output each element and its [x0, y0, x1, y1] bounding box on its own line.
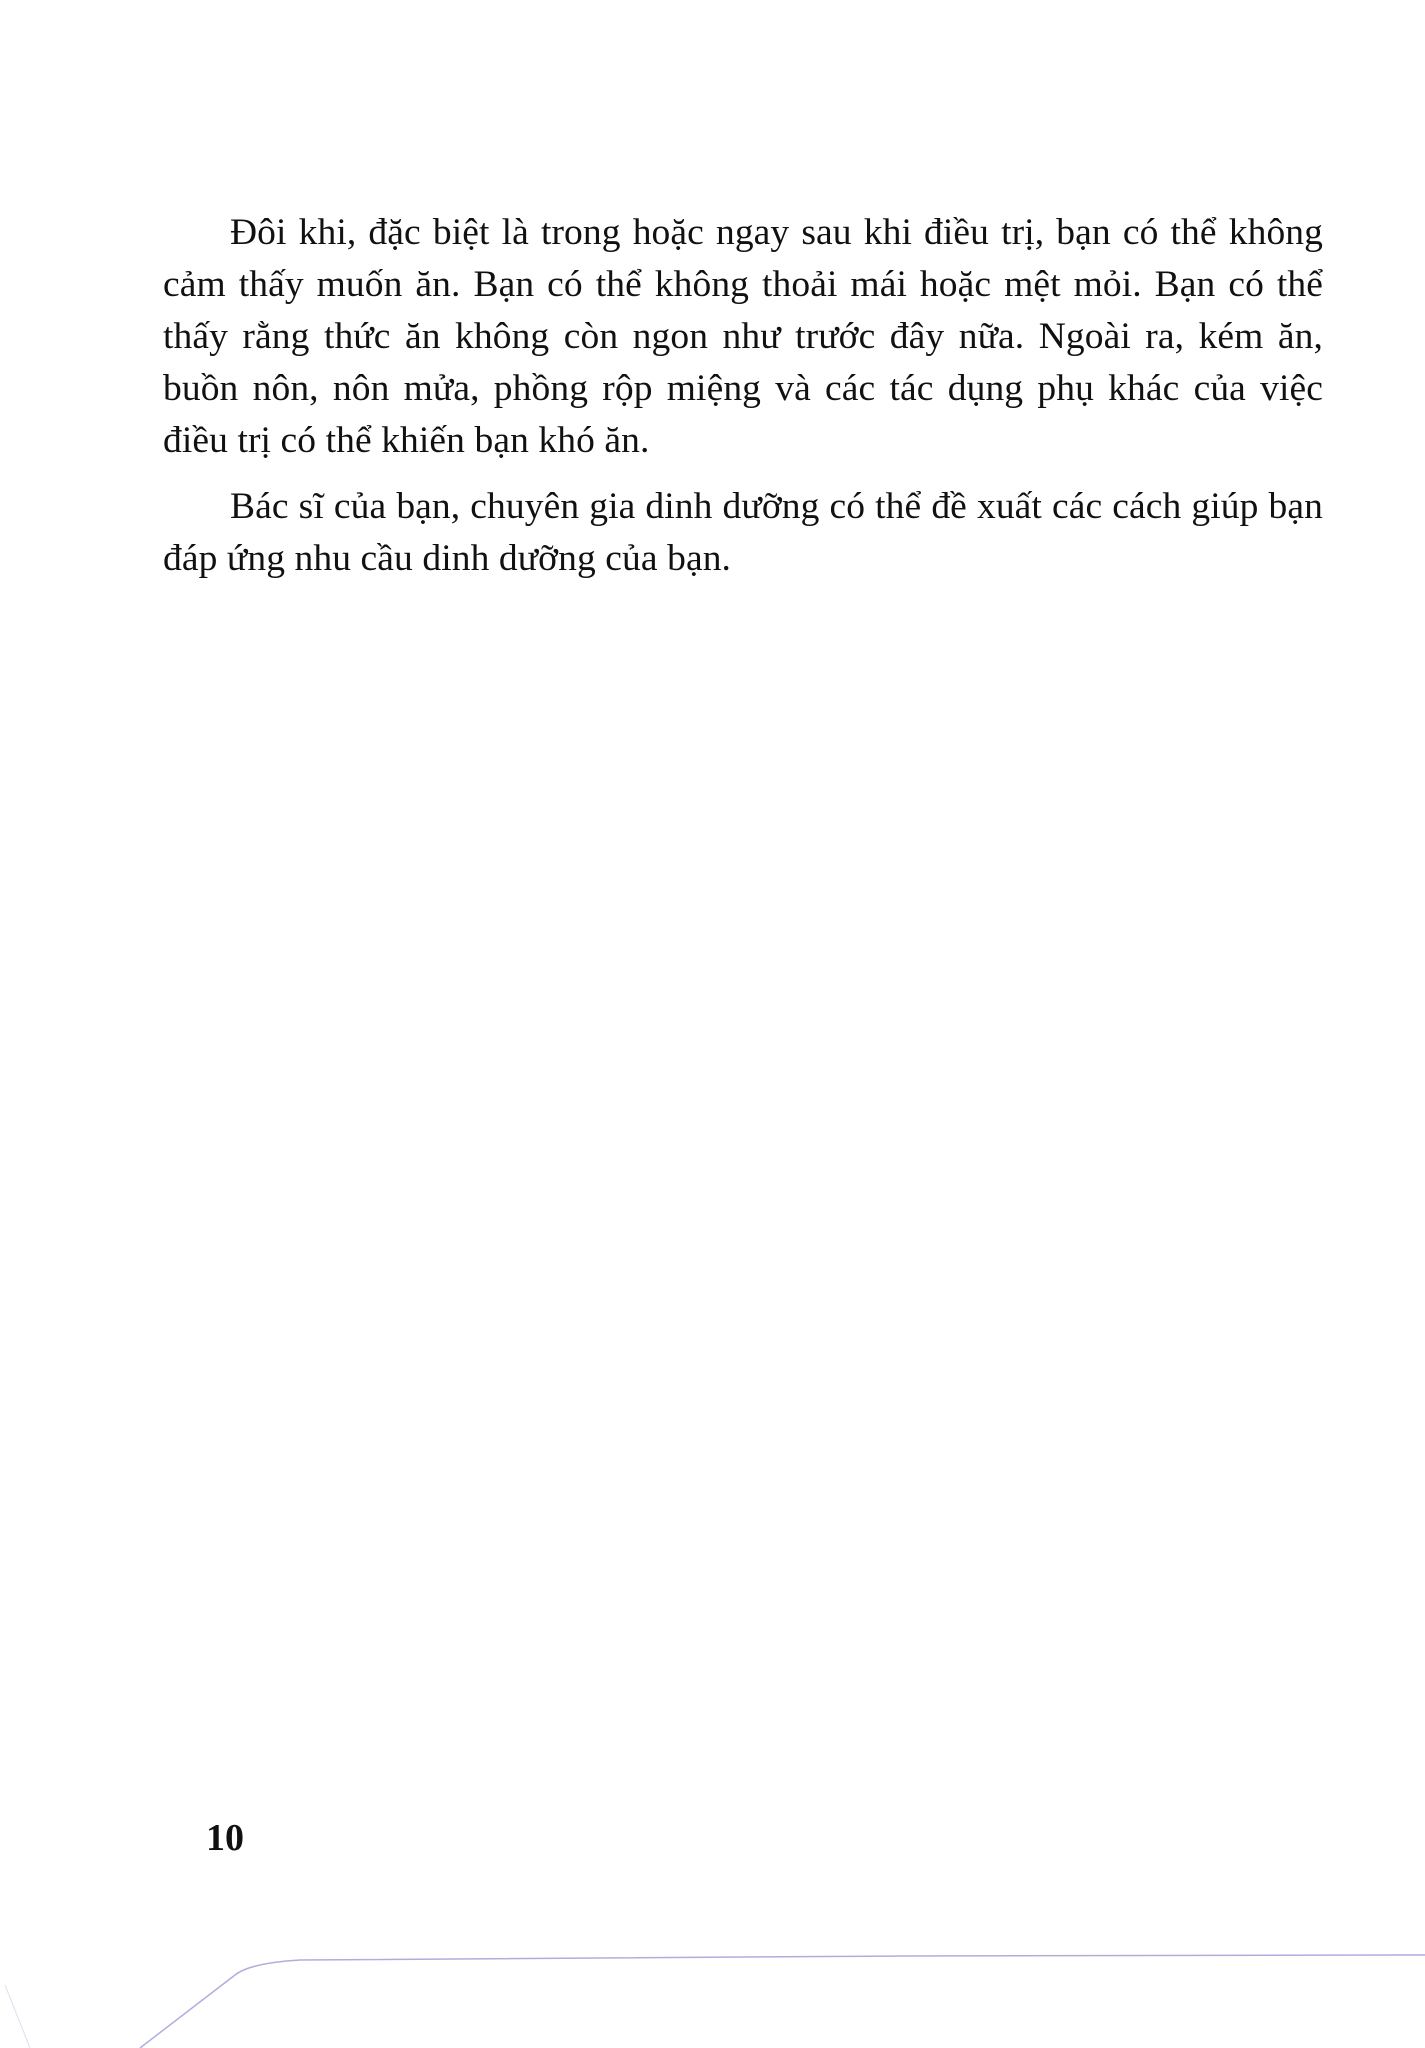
paragraph-nutrition-advice: Bác sĩ của bạn, chuyên gia dinh dưỡng có thể đề xuất các cách giúp bạn đáp ứng nhu cầu dinh dưỡng của bạn.: [163, 486, 1323, 579]
paragraph-appetite: Đôi khi, đặc biệt là trong hoặc ngay sau khi điều trị, bạn có thể không cảm thấy muốn ăn. Bạn có thể không thoải mái hoặc mệt mỏi. Bạn có thể thấy rằng thức ăn không còn ngon như trước đây nữa. Ngoài ra, kém ăn, buồn nôn, nôn mửa, phồng rộp miệng và các tác dụng phụ khác của việc điều trị có thể khiến bạn khó ăn.: [163, 212, 1323, 461]
page-number: 10: [206, 1817, 244, 1859]
page-body: [163, 207, 1323, 585]
